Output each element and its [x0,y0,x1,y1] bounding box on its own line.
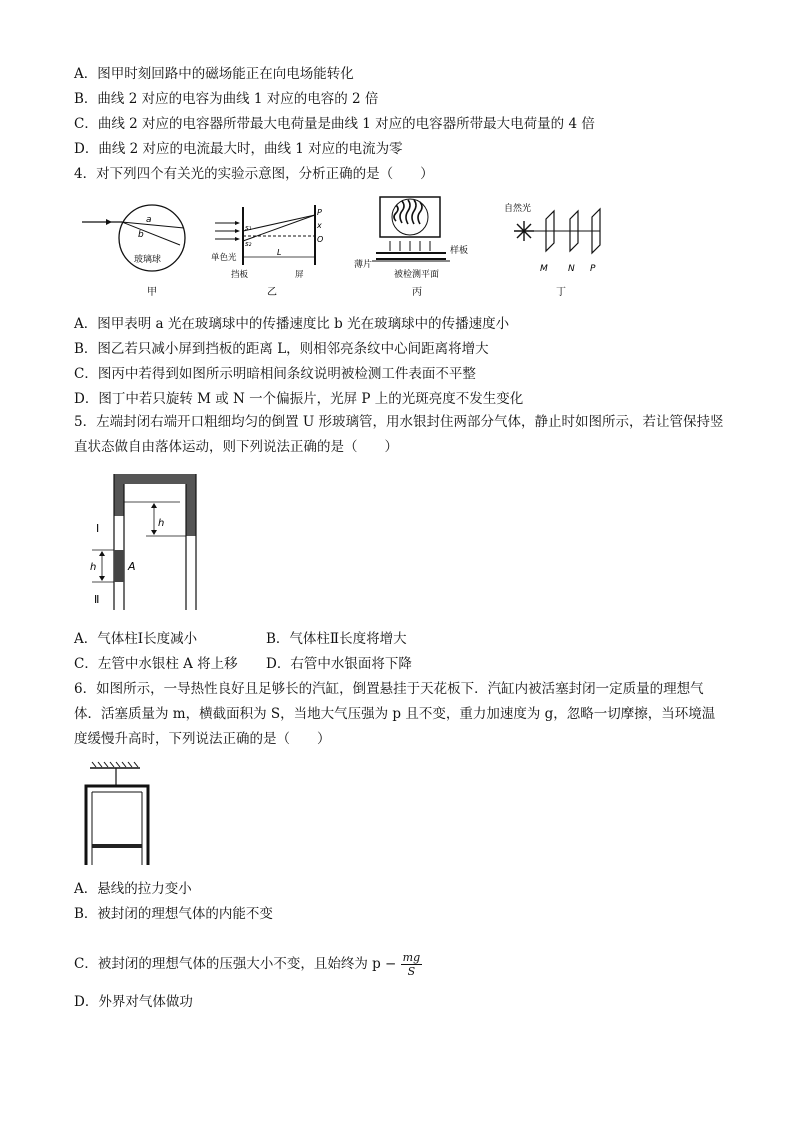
q6-option-c [74,948,422,980]
figure-u-tube [80,470,210,615]
q5-option-c: C．左管中水银柱 A 将上移 [74,656,238,672]
fig-yi-screen: 屏 [295,270,304,280]
figure-yi [205,195,330,305]
fig-bing-caption: 丙 [412,287,422,298]
fig-ding-caption: 丁 [556,287,566,298]
fig-jia-ball-label: 玻璃球 [134,255,162,265]
q4-option-a: A．图甲表明 a 光在玻璃球中的传播速度比 b 光在玻璃球中的传播速度小 [74,316,510,332]
fig-jia-label-a: a [146,215,152,225]
fraction-denominator: S [407,965,416,978]
figure-bing [350,195,490,305]
figure-ding [500,195,620,305]
q6-option-c-text: C．被封闭的理想气体的压强大小不变，且始终为 p − [74,956,397,972]
q3-option-a: A．图甲时刻回路中的磁场能正在向电场能转化 [74,66,354,82]
fig-u-tube-label-i: Ⅰ [96,522,100,535]
fig-yi-caption: 乙 [267,287,277,298]
q6-option-b: B．被封闭的理想气体的内能不变 [74,906,273,922]
q4-stem: 4．对下列四个有关光的实验示意图，分析正确的是（ ） [74,166,434,182]
fig-bing-sample: 样板 [450,246,469,256]
fig-yi-l: L [277,248,282,257]
q5-option-b: B．气体柱Ⅱ长度将增大 [266,631,407,647]
q3-option-d: D．曲线 2 对应的电流最大时，曲线 1 对应的电流为零 [74,141,403,157]
fig-bing-plane: 被检测平面 [394,270,440,280]
q6-option-c-fraction [401,951,422,978]
fig-yi-x: x [317,221,322,230]
q3-option-b: B．曲线 2 对应的电容为曲线 1 对应的电容的 2 倍 [74,91,379,107]
fraction-numerator: mg [402,951,421,964]
fig-yi-s2: s₂ [245,240,252,248]
fig-yi-baffle: 挡板 [231,270,249,280]
fig-u-tube-label-a: A [128,560,136,573]
fig-yi-s1: s₁ [245,224,252,232]
figure-jia [74,195,199,305]
q5-option-a: A．气体柱Ⅰ长度减小 [74,631,198,647]
fig-ding-m: M [540,264,548,274]
q4-option-b: B．图乙若只减小屏到挡板的距离 L，则相邻亮条纹中心间距离将增大 [74,341,489,357]
q3-option-c: C．曲线 2 对应的电容器所带最大电荷量是曲线 1 对应的电容器所带最大电荷量的 4 倍 [74,116,595,132]
fig-jia-label-b: b [138,230,144,240]
q6-option-a: A．悬线的拉力变小 [74,881,192,897]
fig-yi-o: O [317,235,324,244]
q6-stem: 6．如图所示，一导热性良好且足够长的汽缸，倒置悬挂于天花板下．汽缸内被活塞封闭一定质量的理想气体．活塞质量为 m，横截面积为 S，当地大气压强为 p 且不变，重力加速度为 g，忽略一切摩擦，当环境温度缓慢升高时，下列说法正确的是（ ） [74,681,716,747]
fig-ding-n: N [568,264,575,274]
fig-yi-light: 单色光 [211,253,237,263]
fig-ding-natural: 自然光 [504,204,532,214]
fig-jia-caption: 甲 [147,287,157,298]
fig-u-tube-label-ii: Ⅱ [94,593,100,606]
fig-u-tube-h-top: h [158,518,165,529]
q5-option-d: D．右管中水银面将下降 [266,656,412,672]
fig-ding-p: P [590,264,596,274]
fig-yi-p: P [317,208,322,217]
q5-stem: 5．左端封闭右端开口粗细均匀的倒置 U 形玻璃管，用水银封住两部分气体，静止时如图所示，若让管保持竖直状态做自由落体运动，则下列说法正确的是（ ） [74,414,724,455]
q4-option-d: D．图丁中若只旋转 M 或 N 一个偏振片，光屏 P 上的光斑亮度不发生变化 [74,391,524,407]
fig-bing-shim: 薄片 [354,260,373,270]
q4-option-c: C．图丙中若得到如图所示明暗相间条纹说明被检测工件表面不平整 [74,366,476,382]
fig-u-tube-h-bottom: h [90,562,97,573]
figure-cylinder [80,760,160,870]
q6-option-d: D．外界对气体做功 [74,994,193,1010]
